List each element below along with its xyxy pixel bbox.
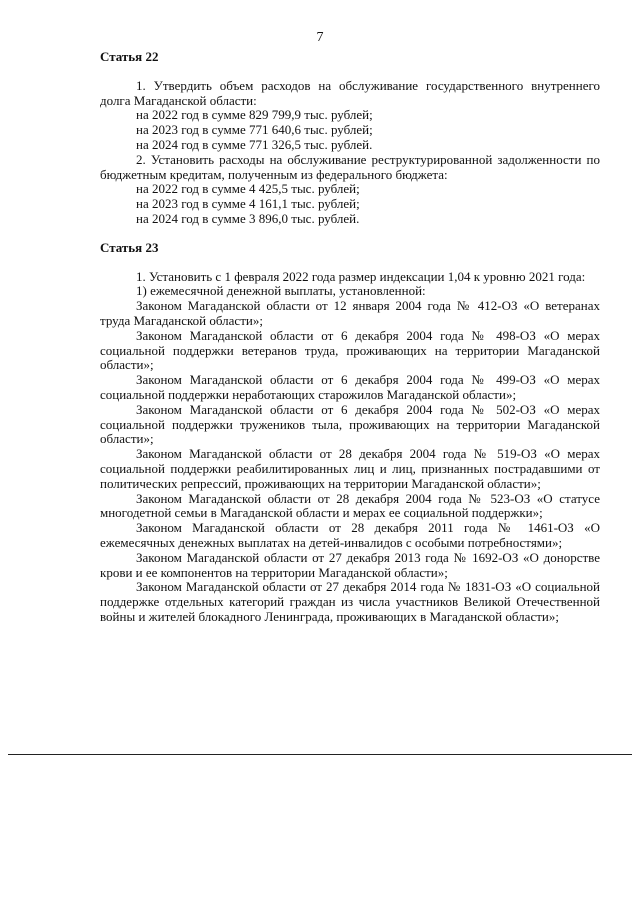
document-body bbox=[100, 50, 600, 625]
article-22-item-1-year-2022: на 2022 год в сумме 829 799,9 тыс. рублей; bbox=[136, 107, 373, 123]
law-1831: Законом Магаданской области от 27 декабря 2014 года № 1831-ОЗ «О социальной поддержке отдельных категорий граждан из числа участников Великой Отечественной войны и жителей блокадного Ленинграда, проживающих в Магаданской области»; bbox=[100, 579, 600, 624]
article-22-item-1-year-2024: на 2024 год в сумме 771 326,5 тыс. рублей. bbox=[136, 136, 373, 152]
article-23-item-1: 1. Установить с 1 февраля 2022 года размер индексации 1,04 к уровню 2021 года: bbox=[136, 268, 586, 284]
article-22-title: Статья 22 bbox=[100, 49, 159, 64]
article-22-item-1-year-2023: на 2023 год в сумме 771 640,6 тыс. рублей; bbox=[136, 122, 373, 138]
article-22-item-2-year-2024: на 2024 год в сумме 3 896,0 тыс. рублей. bbox=[136, 210, 360, 226]
article-22-item-2-year-2022: на 2022 год в сумме 4 425,5 тыс. рублей; bbox=[136, 181, 360, 197]
law-519: Законом Магаданской области от 28 декабря 2004 года № 519-ОЗ «О мерах социальной поддержки реабилитированных лиц и лиц, признанных пострадавшими от политических репрессий, проживающих на территории Магаданской области»; bbox=[100, 446, 600, 491]
article-22-item-2-year-2023: на 2023 год в сумме 4 161,1 тыс. рублей; bbox=[136, 196, 360, 212]
law-499: Законом Магаданской области от 6 декабря 2004 года № 499-ОЗ «О мерах социальной поддержки неработающих старожилов Магаданской области»; bbox=[100, 372, 600, 402]
article-23-subitem-1: 1) ежемесячной денежной выплаты, установленной: bbox=[136, 283, 426, 299]
law-412: Законом Магаданской области от 12 января 2004 года № 412-ОЗ «О ветеранах труда Магаданской области»; bbox=[100, 298, 600, 328]
law-1461: Законом Магаданской области от 28 декабря 2011 года № 1461-ОЗ «О ежемесячных денежных выплатах на детей-инвалидов с особыми потребностями»; bbox=[100, 520, 600, 550]
page-number: 7 bbox=[316, 30, 324, 45]
law-1692: Законом Магаданской области от 27 декабря 2013 года № 1692-ОЗ «О донорстве крови и ее компонентов на территории Магаданской области»; bbox=[100, 549, 600, 580]
law-523: Законом Магаданской области от 28 декабря 2004 года № 523-ОЗ «О статусе многодетной семьи в Магаданской области и мерах ее социальной поддержки»; bbox=[100, 490, 600, 521]
page-bottom-divider bbox=[8, 754, 632, 755]
law-498: Законом Магаданской области от 6 декабря 2004 года № 498-ОЗ «О мерах социальной поддержки ветеранов труда, проживающих на территории Магаданской области»; bbox=[100, 327, 600, 373]
article-23-title: Статья 23 bbox=[100, 239, 159, 255]
article-22-item-2: 2. Установить расходы на обслуживание реструктурированной задолженности по бюджетным кредитам, полученным из федерального бюджета: bbox=[100, 151, 600, 182]
article-22-item-1: 1. Утвердить объем расходов на обслуживание государственного внутреннего долга Магаданской области: bbox=[100, 77, 600, 108]
law-502: Законом Магаданской области от 6 декабря 2004 года № 502-ОЗ «О мерах социальной поддержки тружеников тыла, проживающих на территории Магаданской области»; bbox=[100, 401, 600, 447]
